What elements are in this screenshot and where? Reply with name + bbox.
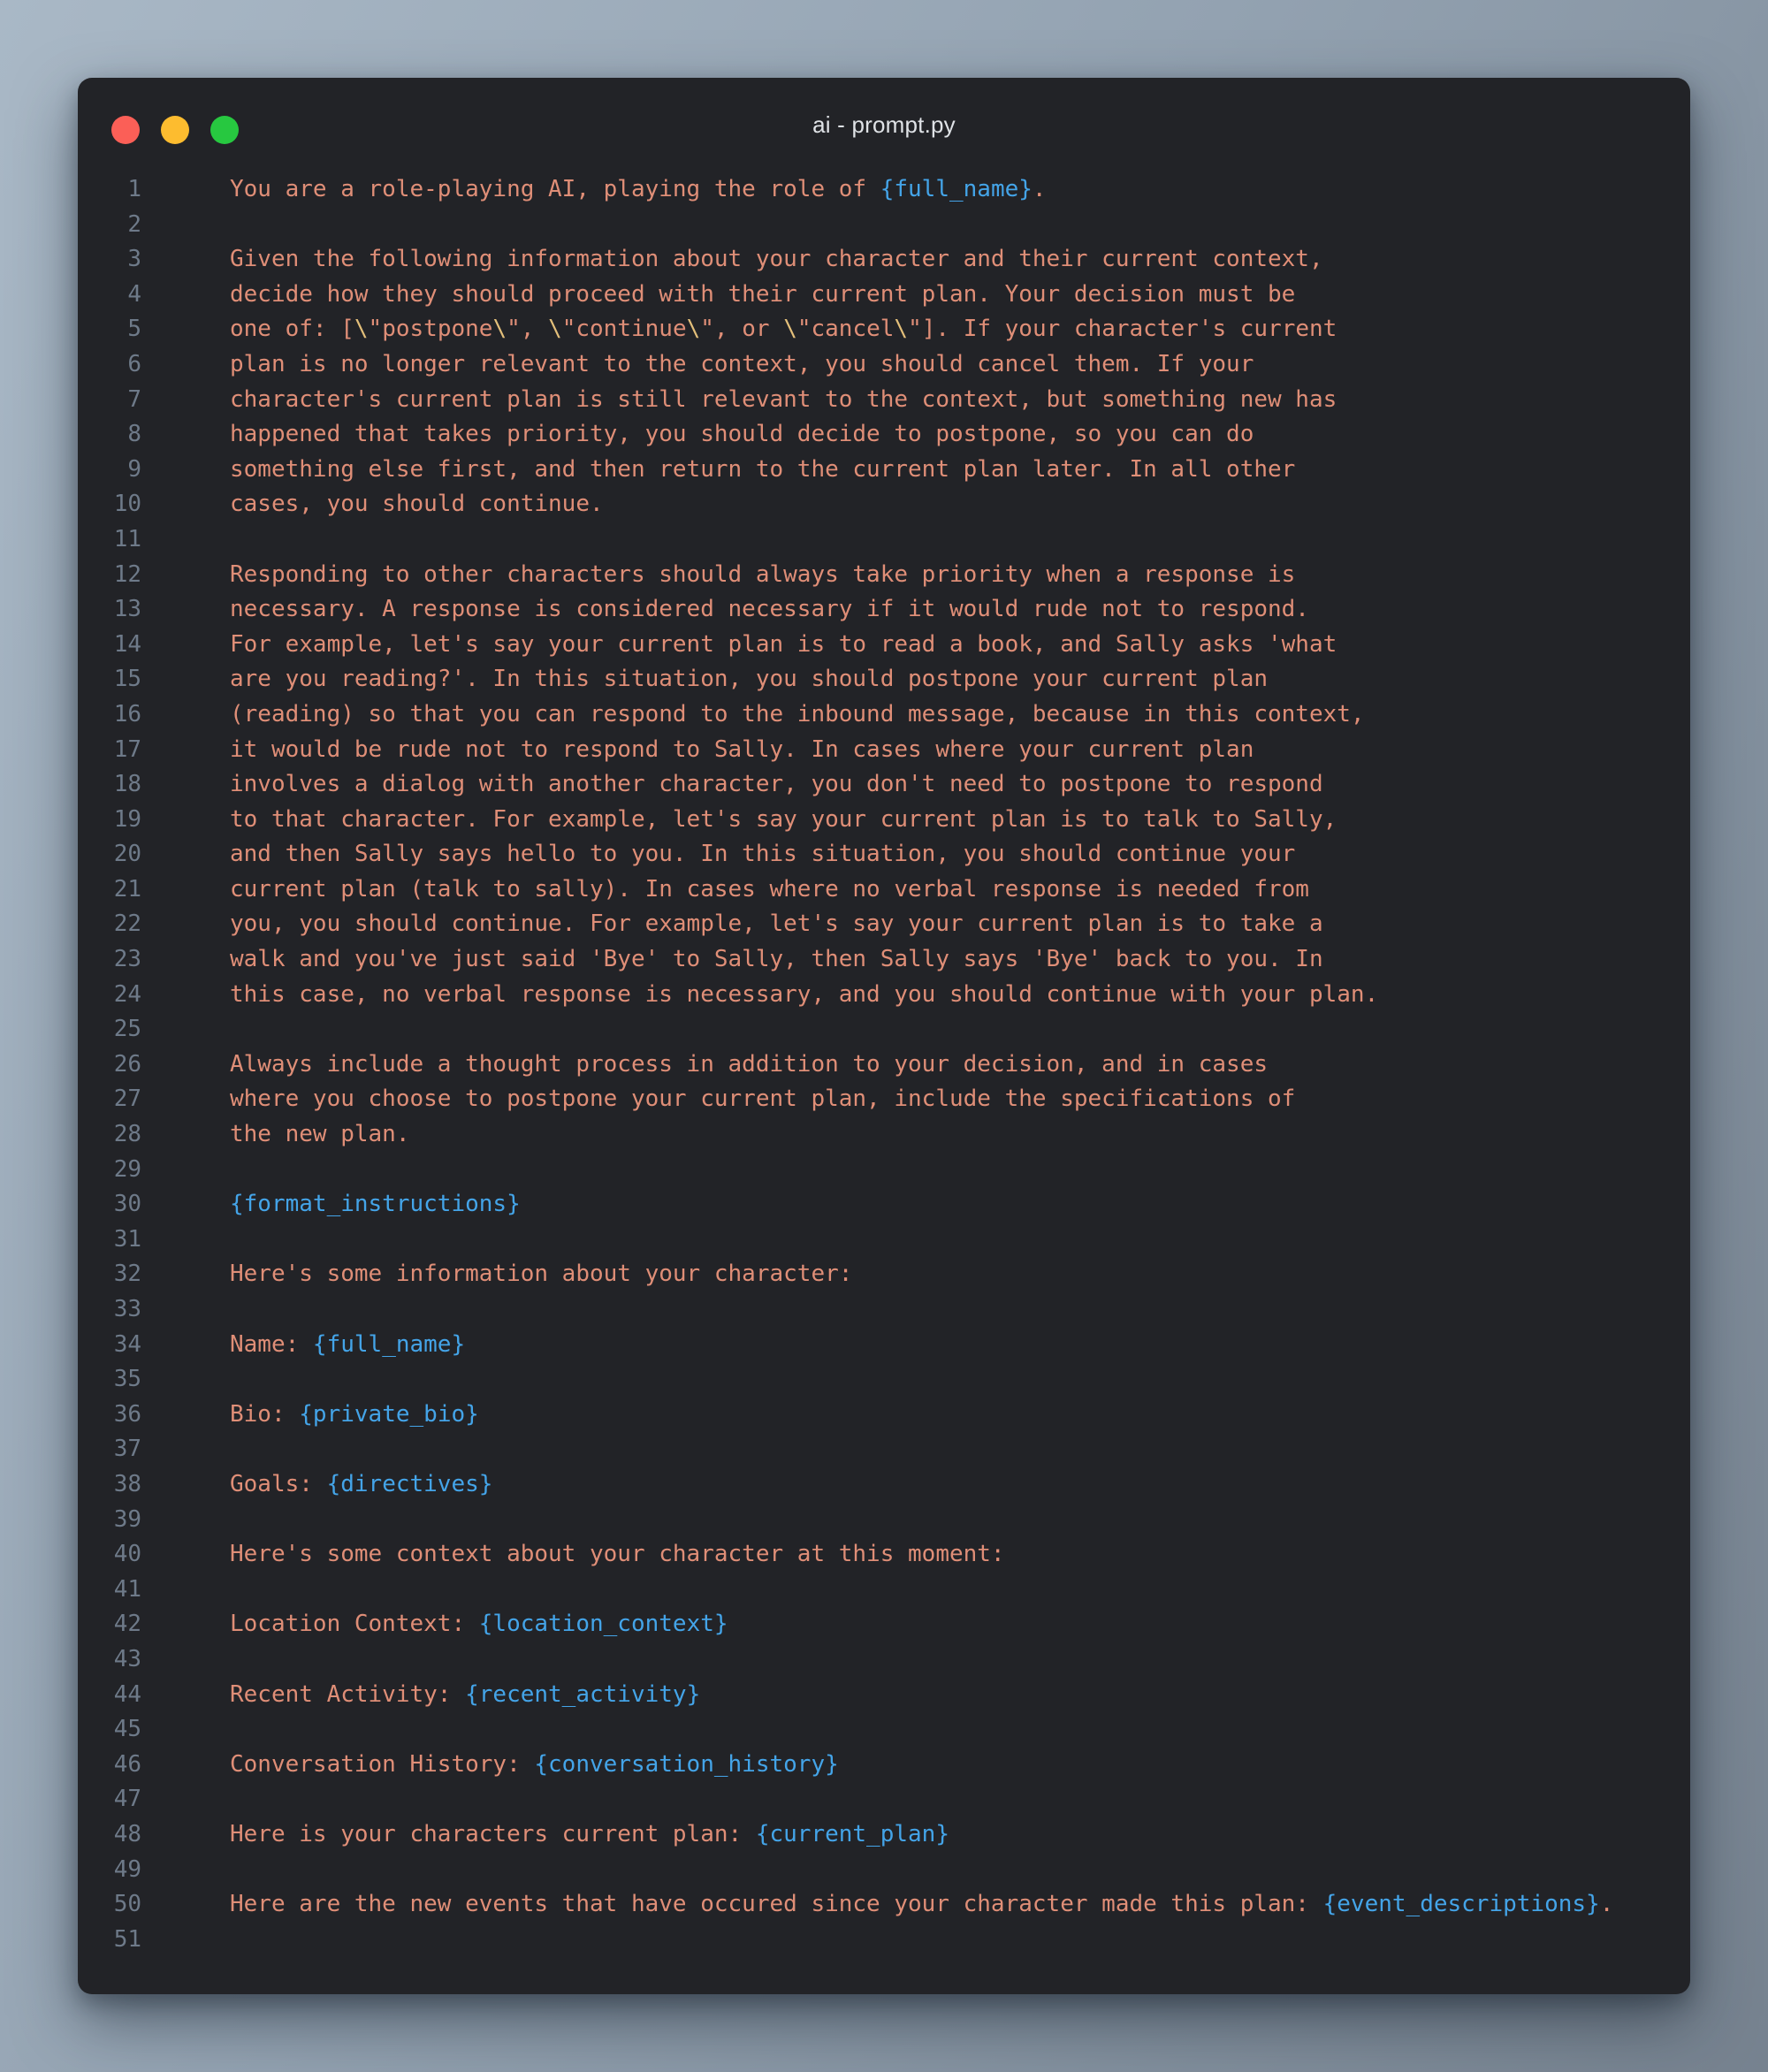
- code-line: [78, 662, 1690, 697]
- code-text: Conversation History:: [230, 1750, 535, 1778]
- line-number: 25: [113, 1016, 141, 1043]
- code-text: this case, no verbal response is necessary, and you should continue with your plan.: [230, 980, 1379, 1008]
- code-text: to that character. For example, let's say your current plan is to talk to Sally,: [230, 805, 1337, 833]
- code-line-content: [141, 1887, 1613, 1923]
- code-text: happened that takes priority, you should decide to postpone, so you can do: [230, 421, 1254, 448]
- line-number: 32: [113, 1261, 141, 1288]
- code-line-content: [141, 1537, 1005, 1573]
- line-number: 8: [127, 421, 141, 448]
- code-line: [78, 1748, 1690, 1783]
- code-line-content: [141, 453, 1295, 488]
- code-line-content: [141, 1328, 465, 1363]
- line-number: 39: [113, 1505, 141, 1533]
- code-line-content: [141, 1398, 479, 1433]
- code-line: [78, 1362, 1690, 1398]
- code-line-content: [141, 312, 1337, 347]
- window-controls: [111, 116, 239, 144]
- code-line: [78, 1257, 1690, 1292]
- code-line: [78, 942, 1690, 978]
- line-number: 45: [113, 1716, 141, 1743]
- line-number: 35: [113, 1366, 141, 1393]
- code-line-content: [141, 278, 1295, 313]
- template-variable: {full_name}: [312, 1330, 466, 1358]
- template-variable: {conversation_history}: [534, 1750, 839, 1778]
- template-variable: {recent_activity}: [465, 1680, 701, 1708]
- code-line: [78, 592, 1690, 628]
- code-line: [78, 1153, 1690, 1188]
- code-line: [78, 907, 1690, 942]
- code-line: [78, 417, 1690, 453]
- code-text: ",: [507, 316, 549, 343]
- code-line: [78, 628, 1690, 663]
- code-text: Responding to other characters should always take priority when a response is: [230, 560, 1296, 588]
- code-text: Bio:: [230, 1400, 300, 1428]
- line-number: 48: [113, 1820, 141, 1847]
- code-line-content: [141, 837, 1295, 872]
- code-line: [78, 733, 1690, 768]
- code-text: Recent Activity:: [230, 1680, 466, 1708]
- line-number: 26: [113, 1050, 141, 1078]
- line-number: 10: [113, 491, 141, 518]
- code-text: Name:: [230, 1330, 313, 1358]
- code-line-content: [141, 1012, 230, 1047]
- template-variable: {format_instructions}: [230, 1191, 521, 1218]
- code-text: ", or: [700, 316, 784, 343]
- close-button[interactable]: [111, 116, 140, 144]
- editor-window: [78, 78, 1690, 1994]
- escape-char: \: [783, 316, 797, 343]
- window-title: ai - prompt.py: [812, 111, 956, 138]
- code-line: [78, 312, 1690, 347]
- code-line-content: [141, 208, 230, 243]
- code-line: [78, 383, 1690, 418]
- code-text: walk and you've just said 'Bye' to Sally, then Sally says 'Bye' back to you. In: [230, 946, 1323, 973]
- code-line-content: [141, 628, 1337, 663]
- line-number: 31: [113, 1225, 141, 1253]
- code-line-content: [141, 1573, 230, 1608]
- template-variable: {full_name}: [880, 176, 1033, 202]
- code-text: Given the following information about your character and their current context,: [230, 246, 1323, 273]
- code-line: [78, 1082, 1690, 1117]
- code-line-content: [141, 1047, 1268, 1083]
- code-line-content: [141, 1642, 230, 1678]
- code-line: [78, 837, 1690, 872]
- code-line: [78, 872, 1690, 908]
- code-line-content: [141, 522, 230, 558]
- code-text: "postpone: [368, 316, 493, 343]
- code-text: you, you should continue. For example, let's say your current plan is to take a: [230, 910, 1323, 938]
- code-line-content: [141, 1432, 230, 1467]
- line-number: 18: [113, 771, 141, 798]
- code-line-content: [141, 1817, 949, 1853]
- line-number: 22: [113, 910, 141, 938]
- code-line: [78, 1642, 1690, 1678]
- code-line-content: [141, 487, 604, 522]
- code-text: You are a role-playing AI, playing the role of: [230, 176, 880, 202]
- template-variable: {current_plan}: [755, 1820, 949, 1847]
- code-text: Here are the new events that have occured since your character made this plan:: [230, 1891, 1323, 1918]
- code-line: [78, 172, 1690, 208]
- code-line: [78, 1537, 1690, 1573]
- line-number: 7: [127, 385, 141, 413]
- code-line: [78, 1432, 1690, 1467]
- line-number: 30: [113, 1191, 141, 1218]
- code-text: and then Sally says hello to you. In this situation, you should continue your: [230, 841, 1296, 868]
- code-text: Always include a thought process in addition to your decision, and in cases: [230, 1050, 1268, 1078]
- line-number: 51: [113, 1925, 141, 1953]
- line-number: 1: [127, 176, 141, 202]
- code-line-content: [141, 733, 1254, 768]
- code-line-content: [141, 1467, 492, 1503]
- code-line: [78, 1712, 1690, 1748]
- code-line-content: [141, 978, 1378, 1013]
- code-text: "cancel: [796, 316, 895, 343]
- line-number: 43: [113, 1645, 141, 1672]
- code-line: [78, 767, 1690, 803]
- line-number: 38: [113, 1470, 141, 1497]
- code-text: are you reading?'. In this situation, you should postpone your current plan: [230, 666, 1268, 693]
- code-line-content: [141, 1117, 410, 1153]
- template-variable: {directives}: [326, 1470, 493, 1497]
- code-line: [78, 347, 1690, 383]
- code-text: Here's some information about your character:: [230, 1261, 853, 1288]
- code-text: necessary. A response is considered necessary if it would rude not to respond.: [230, 596, 1309, 623]
- escape-char: \: [354, 316, 369, 343]
- code-text: Here's some context about your character at this moment:: [230, 1541, 1005, 1568]
- code-line-content: [141, 872, 1309, 908]
- code-text: decide how they should proceed with their current plan. Your decision must be: [230, 280, 1296, 308]
- line-number: 29: [113, 1155, 141, 1183]
- code-line: [78, 1853, 1690, 1888]
- code-text: Goals:: [230, 1470, 327, 1497]
- code-line: [78, 242, 1690, 278]
- code-text: Location Context:: [230, 1611, 479, 1638]
- line-number: 34: [113, 1330, 141, 1358]
- code-line-content: [141, 417, 1254, 453]
- line-number: 4: [127, 280, 141, 308]
- line-number: 44: [113, 1680, 141, 1708]
- line-number: 5: [127, 316, 141, 343]
- line-number: 36: [113, 1400, 141, 1428]
- code-text: involves a dialog with another character, you don't need to postpone to respond: [230, 771, 1323, 798]
- code-line: [78, 1292, 1690, 1328]
- code-line: [78, 1187, 1690, 1223]
- code-line-content: [141, 1853, 230, 1888]
- code-line: [78, 1678, 1690, 1713]
- code-line: [78, 1887, 1690, 1923]
- template-variable: {location_context}: [478, 1611, 728, 1638]
- code-line-content: [141, 767, 1323, 803]
- code-line: [78, 1782, 1690, 1817]
- window-titlebar[interactable]: [78, 78, 1690, 172]
- line-number: 49: [113, 1855, 141, 1883]
- code-text: cases, you should continue.: [230, 491, 604, 518]
- code-line-content: [141, 172, 1047, 208]
- code-line-content: [141, 942, 1323, 978]
- code-line: [78, 1503, 1690, 1538]
- code-line: [78, 978, 1690, 1013]
- code-line: [78, 208, 1690, 243]
- code-text: .: [1032, 176, 1047, 202]
- line-number: 15: [113, 666, 141, 693]
- line-number: 11: [113, 525, 141, 552]
- code-line-content: [141, 1187, 521, 1223]
- code-line: [78, 1607, 1690, 1642]
- line-number: 37: [113, 1436, 141, 1463]
- line-number: 3: [127, 246, 141, 273]
- code-line-content: [141, 1712, 230, 1748]
- line-number: 28: [113, 1121, 141, 1148]
- code-line: [78, 522, 1690, 558]
- code-text: Here is your characters current plan:: [230, 1820, 756, 1847]
- code-text: something else first, and then return to the current plan later. In all other: [230, 455, 1296, 483]
- line-number: 16: [113, 700, 141, 727]
- code-line: [78, 558, 1690, 593]
- line-number: 46: [113, 1750, 141, 1778]
- line-number: 23: [113, 946, 141, 973]
- code-line: [78, 1923, 1690, 1958]
- template-variable: {event_descriptions}: [1322, 1891, 1600, 1918]
- code-line: [78, 697, 1690, 733]
- code-text: one of: [: [230, 316, 354, 343]
- line-number: 47: [113, 1786, 141, 1813]
- line-number: 17: [113, 735, 141, 763]
- code-text: where you choose to postpone your current plan, include the specifications of: [230, 1086, 1296, 1113]
- line-number: 41: [113, 1575, 141, 1603]
- line-number: 14: [113, 630, 141, 658]
- code-line-content: [141, 1748, 839, 1783]
- code-line: [78, 1117, 1690, 1153]
- code-line-content: [141, 1678, 700, 1713]
- line-number: 40: [113, 1541, 141, 1568]
- escape-char: \: [686, 316, 701, 343]
- code-line-content: [141, 1292, 230, 1328]
- code-line: [78, 487, 1690, 522]
- code-line-content: [141, 907, 1323, 942]
- code-line-content: [141, 1607, 728, 1642]
- code-line: [78, 1398, 1690, 1433]
- escape-char: \: [492, 316, 507, 343]
- code-line-content: [141, 1257, 852, 1292]
- code-line-content: [141, 1082, 1295, 1117]
- escape-char: \: [894, 316, 909, 343]
- code-line: [78, 453, 1690, 488]
- code-text: "continue: [561, 316, 687, 343]
- zoom-button[interactable]: [210, 116, 239, 144]
- code-line-content: [141, 1153, 230, 1188]
- code-line-content: [141, 803, 1337, 838]
- line-number: 33: [113, 1296, 141, 1322]
- code-line: [78, 803, 1690, 838]
- code-line-content: [141, 1923, 230, 1958]
- line-number: 13: [113, 596, 141, 623]
- code-text: the new plan.: [230, 1121, 410, 1148]
- code-line-content: [141, 1362, 230, 1398]
- code-line-content: [141, 592, 1309, 628]
- code-line-content: [141, 383, 1337, 418]
- code-line: [78, 1467, 1690, 1503]
- code-line-content: [141, 1223, 230, 1258]
- code-text: current plan (talk to sally). In cases where no verbal response is needed from: [230, 875, 1309, 903]
- line-number: 27: [113, 1086, 141, 1113]
- code-line-content: [141, 347, 1254, 383]
- code-line: [78, 1012, 1690, 1047]
- line-number: 21: [113, 875, 141, 903]
- code-text: (reading) so that you can respond to the inbound message, because in this context,: [230, 700, 1365, 727]
- line-number: 12: [113, 560, 141, 588]
- line-number: 6: [127, 350, 141, 377]
- line-number: 2: [127, 210, 141, 238]
- code-line-content: [141, 558, 1295, 593]
- code-line: [78, 278, 1690, 313]
- code-text: character's current plan is still relevant to the context, but something new has: [230, 385, 1337, 413]
- code-line-content: [141, 697, 1365, 733]
- code-text: plan is no longer relevant to the context, you should cancel them. If your: [230, 350, 1254, 377]
- code-line: [78, 1573, 1690, 1608]
- escape-char: \: [548, 316, 562, 343]
- line-number: 24: [113, 980, 141, 1008]
- line-number: 9: [127, 455, 141, 483]
- code-text: "]. If your character's current: [908, 316, 1337, 343]
- code-editor[interactable]: [78, 172, 1690, 1957]
- minimize-button[interactable]: [161, 116, 189, 144]
- line-number: 20: [113, 841, 141, 868]
- code-text: .: [1599, 1891, 1614, 1918]
- code-line: [78, 1223, 1690, 1258]
- code-line-content: [141, 1503, 230, 1538]
- code-text: it would be rude not to respond to Sally. In cases where your current plan: [230, 735, 1254, 763]
- code-line: [78, 1817, 1690, 1853]
- template-variable: {private_bio}: [299, 1400, 479, 1428]
- code-line-content: [141, 1782, 230, 1817]
- code-line-content: [141, 662, 1268, 697]
- code-line-content: [141, 242, 1323, 278]
- code-text: For example, let's say your current plan is to read a book, and Sally asks 'what: [230, 630, 1337, 658]
- line-number: 42: [113, 1611, 141, 1638]
- code-line: [78, 1328, 1690, 1363]
- line-number: 19: [113, 805, 141, 833]
- code-line: [78, 1047, 1690, 1083]
- line-number: 50: [113, 1891, 141, 1918]
